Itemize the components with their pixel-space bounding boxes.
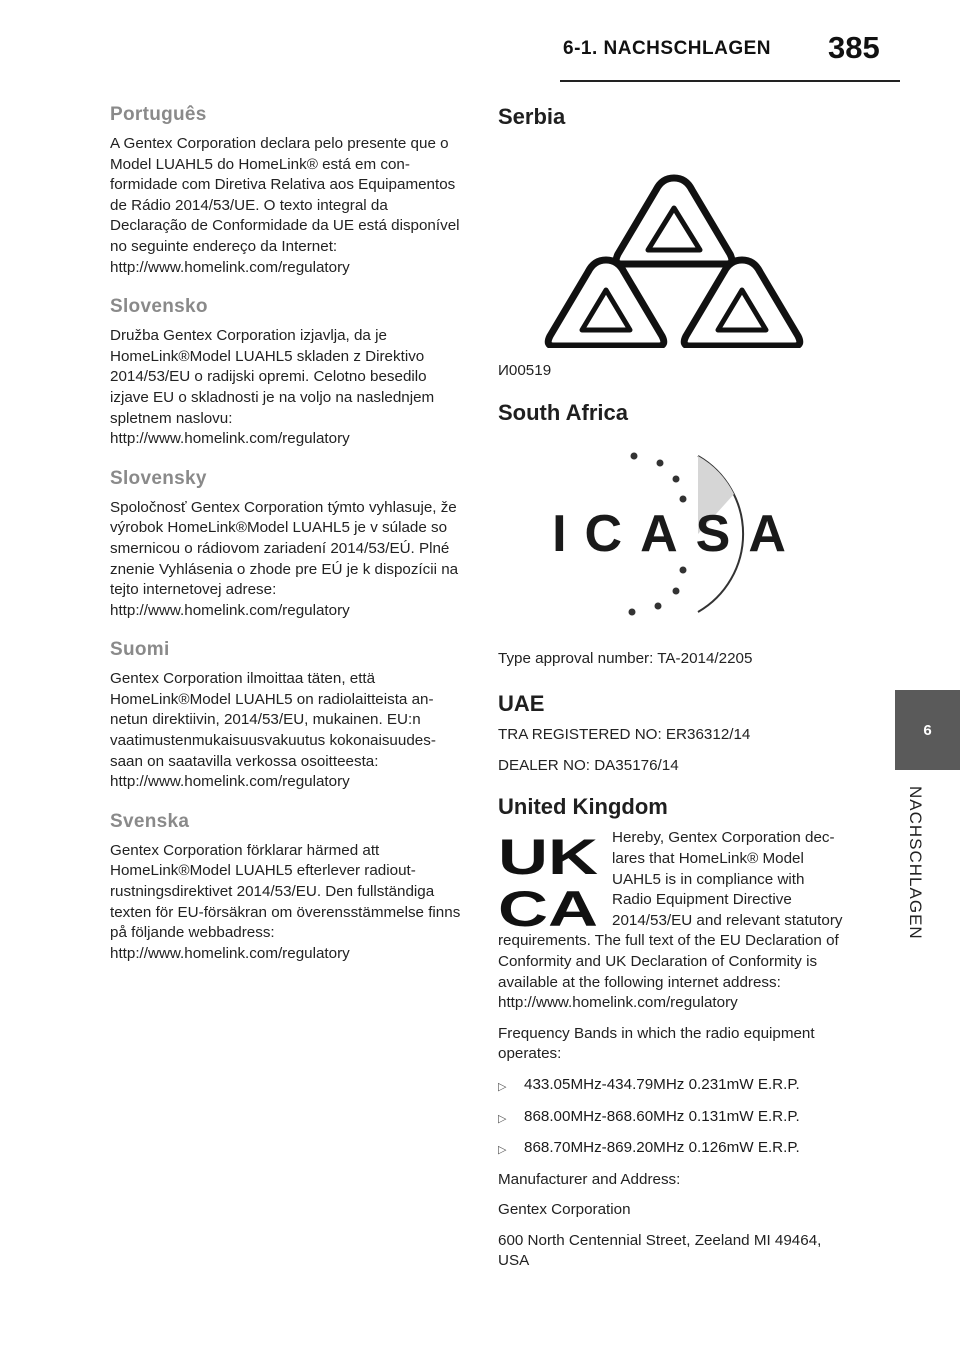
chapter-tab[interactable] <box>895 690 960 770</box>
manufacturer-label: Manufacturer and Address: <box>498 1170 681 1188</box>
frequency-band-item <box>498 1107 846 1130</box>
uae-dealer: DEALER NO: DA35176/14 <box>498 756 679 774</box>
icasa-logo-text: ICASA <box>552 504 804 563</box>
section-slovensky <box>110 468 462 622</box>
serbia-heading: Serbia <box>498 104 566 129</box>
uk-declaration-text: Hereby, Gentex Corporation declares that HomeLink® Model UAHL5 is in compliance with Radio Equipment Directive 2014/53/EU and relevant statutory requirements. The full text of the EU Declaration of Conformity and UK Declaration of Conformity is available at the following internet address: http://www.homelink.com/regulatory <box>498 829 843 1012</box>
frequency-band-text: 868.00MHz-868.60MHz 0.131mW E.R.P. <box>524 1107 800 1125</box>
uae-registration: TRA REGISTERED NO: ER36312/14 <box>498 726 751 744</box>
section-heading: Slovensko <box>110 296 208 318</box>
frequency-band-text: 433.05MHz-434.79MHz 0.231mW E.R.P. <box>524 1075 800 1093</box>
south-africa-heading: South Africa <box>498 399 628 425</box>
section-svenska <box>110 811 462 965</box>
manufacturer-address: 600 North Centennial Street, Zeeland MI 49464, USA <box>498 1231 822 1270</box>
right-column <box>498 104 846 1282</box>
uk-declaration-block <box>498 828 846 1013</box>
frequency-intro: Frequency Bands in which the radio equipment operates: <box>498 1024 815 1063</box>
ukca-mark-bottom: CA <box>498 881 598 929</box>
chapter-label: NACHSCHLAGEN <box>906 786 925 940</box>
frequency-band-item <box>498 1138 846 1161</box>
section-body: Družba Gentex Corporation izjavlja, da je HomeLink®Model LUAHL5 skladen z Direktivo 2014/53/EU o radijski opremi. Celotno besedilo izjave EU o skladnosti je na voljo na naslednjem spletnem naslovu: http://www.homelink.com/regulatory <box>110 327 435 448</box>
section-heading: Slovensky <box>110 467 207 489</box>
section-heading: Português <box>110 104 207 125</box>
page-number: 385 <box>828 30 880 65</box>
section-heading: Svenska <box>110 810 190 832</box>
left-column <box>110 104 462 982</box>
section-suomi <box>110 639 462 793</box>
manufacturer-name: Gentex Corporation <box>498 1201 631 1219</box>
serbia-conformity-mark <box>498 138 846 348</box>
serbia-code: И00519 <box>498 362 552 379</box>
ukca-mark <box>498 828 598 928</box>
frequency-band-item <box>498 1075 846 1098</box>
uk-heading: United Kingdom <box>498 794 668 820</box>
bullet-triangle-icon: ▷ <box>498 1112 507 1125</box>
section-slovensko <box>110 296 462 450</box>
section-title: 6-1. NACHSCHLAGEN <box>563 38 772 59</box>
type-approval-number: Type approval number: TA-2014/2205 <box>498 649 753 667</box>
section-heading: Suomi <box>110 639 170 661</box>
bullet-triangle-icon: ▷ <box>498 1080 507 1093</box>
section-body: Gentex Corporation ilmoittaa täten, että HomeLink®Model LUAHL5 on radiolaitteista annetun direktiivin, 2014/53/EU, mukainen. EU:n vaatimustenmukaisuusvakuutus kokonaisuudessaan on saatavilla verkossa osoitteesta: http://www.homelink.com/regulatory <box>110 670 436 791</box>
header-rule <box>560 80 900 82</box>
frequency-band-text: 868.70MHz-869.20MHz 0.126mW E.R.P. <box>524 1139 800 1157</box>
ukca-mark-top: UK <box>498 829 598 886</box>
section-portugues <box>110 104 462 278</box>
section-body: A Gentex Corporation declara pelo presente que o Model LUAHL5 do HomeLink® está em conformidade com Diretiva Relativa aos Equipamentos de Rádio 2014/53/UE. O texto integral da Declaração de Conformidade da UE está disponível no seguinte endereço da Internet: http://www.homelink.com/regulatory <box>110 135 460 276</box>
section-body: Spoločnosť Gentex Corporation týmto vyhlasuje, že výrobok HomeLink®Model LUAHL5 je v súlade so smernicou o rádiovom zariadení 2014/53/EÚ. Plné znenie Vyhlásenia o zhode pre EÚ je k dispozícii na tejto internetovej adrese: http://www.homelink.com/regulatory <box>110 498 459 619</box>
section-body: Gentex Corporation förklarar härmed att HomeLink®Model LUAHL5 efterlever radioutrustningsdirektivet 2014/53/EU. Den fullständiga texten för EU-försäkran om överensstämmelse finns på följande webbadress: http://www.homelink.com/regulatory <box>110 841 461 962</box>
bullet-triangle-icon: ▷ <box>498 1144 507 1157</box>
uae-heading: UAE <box>498 691 545 717</box>
chapter-number: 6 <box>923 721 932 739</box>
icasa-logo <box>498 434 846 634</box>
